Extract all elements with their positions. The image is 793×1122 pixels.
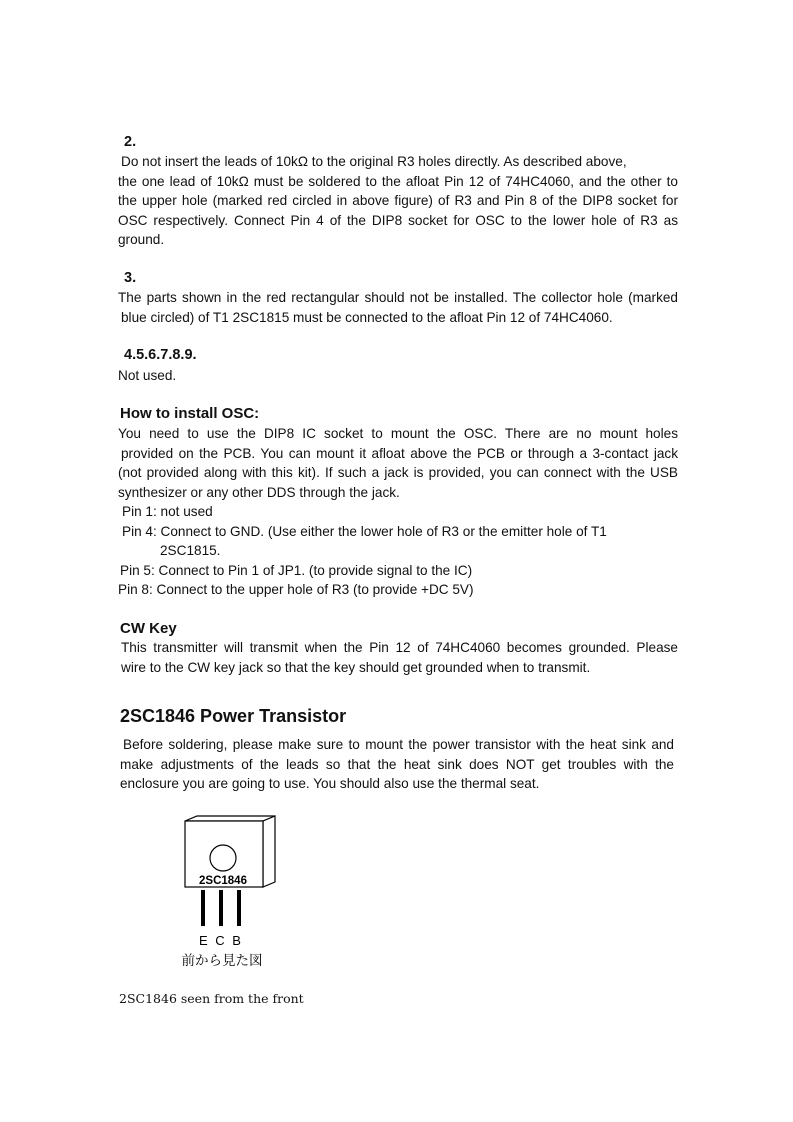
- paragraph-line: make adjustments of the leads so that the heat sink does NOT get troubles with the: [120, 756, 674, 772]
- power-transistor-heading: 2SC1846 Power Transistor: [120, 706, 347, 726]
- figure-caption: 2SC1846 seen from the front: [119, 991, 304, 1006]
- section-2-body: [118, 152, 678, 250]
- paragraph-line: blue circled) of T1 2SC1815 must be connected to the afloat Pin 12 of 74HC4060.: [121, 309, 613, 325]
- section-number-3: 3.: [124, 270, 137, 286]
- paragraph-line: the one lead of 10kΩ must be soldered to the afloat Pin 12 of 74HC4060, and the other to: [118, 173, 678, 189]
- paragraph-line: Do not insert the leads of 10kΩ to the original R3 holes directly. As described above,: [121, 154, 627, 169]
- paragraph-line: Not used.: [118, 368, 177, 383]
- paragraph-line: You need to use the DIP8 IC socket to mount the OSC. There are no mount holes: [118, 426, 678, 441]
- cw-key-heading: CW Key: [120, 620, 177, 637]
- transistor-figure: [170, 812, 300, 977]
- paragraph-line: ground.: [118, 232, 165, 247]
- paragraph-line: The parts shown in the red rectangular should not be installed. The collector hole (marked: [118, 290, 678, 305]
- paragraph-line: enclosure you are going to use. You should also use the thermal seat.: [120, 776, 540, 791]
- mounting-hole: [210, 845, 236, 871]
- section-4-9-body: [118, 366, 678, 386]
- paragraph-line: Before soldering, please make sure to mount the power transistor with the heat sink and: [123, 737, 674, 752]
- paragraph-line: synthesizer or any other DDS through the jack.: [118, 484, 400, 500]
- pin-labels: E C B: [199, 933, 243, 948]
- osc-body: [118, 424, 678, 600]
- pin-5-note: Pin 5: Connect to Pin 1 of JP1. (to provide signal to the IC): [120, 562, 473, 578]
- lead-emitter: [201, 890, 205, 926]
- japanese-caption: 前から見た図: [181, 953, 263, 969]
- section-number-4-9: 4.5.6.7.8.9.: [124, 347, 197, 363]
- section-3-body: [118, 288, 678, 327]
- pin-4-note-cont: 2SC1815.: [160, 543, 221, 558]
- transistor-drawing: [170, 812, 300, 972]
- paragraph-line: the upper hole (marked red circled in above figure) of R3 and Pin 8 of the DIP8 socket for: [118, 193, 678, 208]
- paragraph-line: This transmitter will transmit when the Pin 12 of 74HC4060 becomes grounded. Please: [121, 640, 678, 655]
- lead-base: [237, 890, 241, 926]
- pin-8-note: Pin 8: Connect to the upper hole of R3 (to provide +DC 5V): [118, 582, 474, 597]
- paragraph-line: (not provided along with this kit). If such a jack is provided, you can connect with the USB: [118, 465, 678, 480]
- paragraph-line: provided on the PCB. You can mount it afloat above the PCB or through a 3-contact jack: [121, 445, 678, 461]
- heat-sink-side: [263, 816, 275, 887]
- osc-heading: How to install OSC:: [120, 405, 260, 422]
- part-label: 2SC1846: [199, 875, 247, 887]
- heat-sink-top: [185, 816, 275, 821]
- pin-1-note: Pin 1: not used: [122, 504, 213, 519]
- lead-collector: [219, 890, 223, 926]
- section-number-2: 2.: [124, 134, 137, 150]
- paragraph-line: wire to the CW key jack so that the key should get grounded when to transmit.: [121, 659, 591, 675]
- power-transistor-body: [120, 735, 674, 794]
- pin-4-note: Pin 4: Connect to GND. (Use either the lower hole of R3 or the emitter hole of T1: [122, 523, 607, 539]
- paragraph-line: OSC respectively. Connect Pin 4 of the DIP8 socket for OSC to the lower hole of R3 as: [118, 212, 678, 228]
- cw-key-body: [118, 638, 678, 677]
